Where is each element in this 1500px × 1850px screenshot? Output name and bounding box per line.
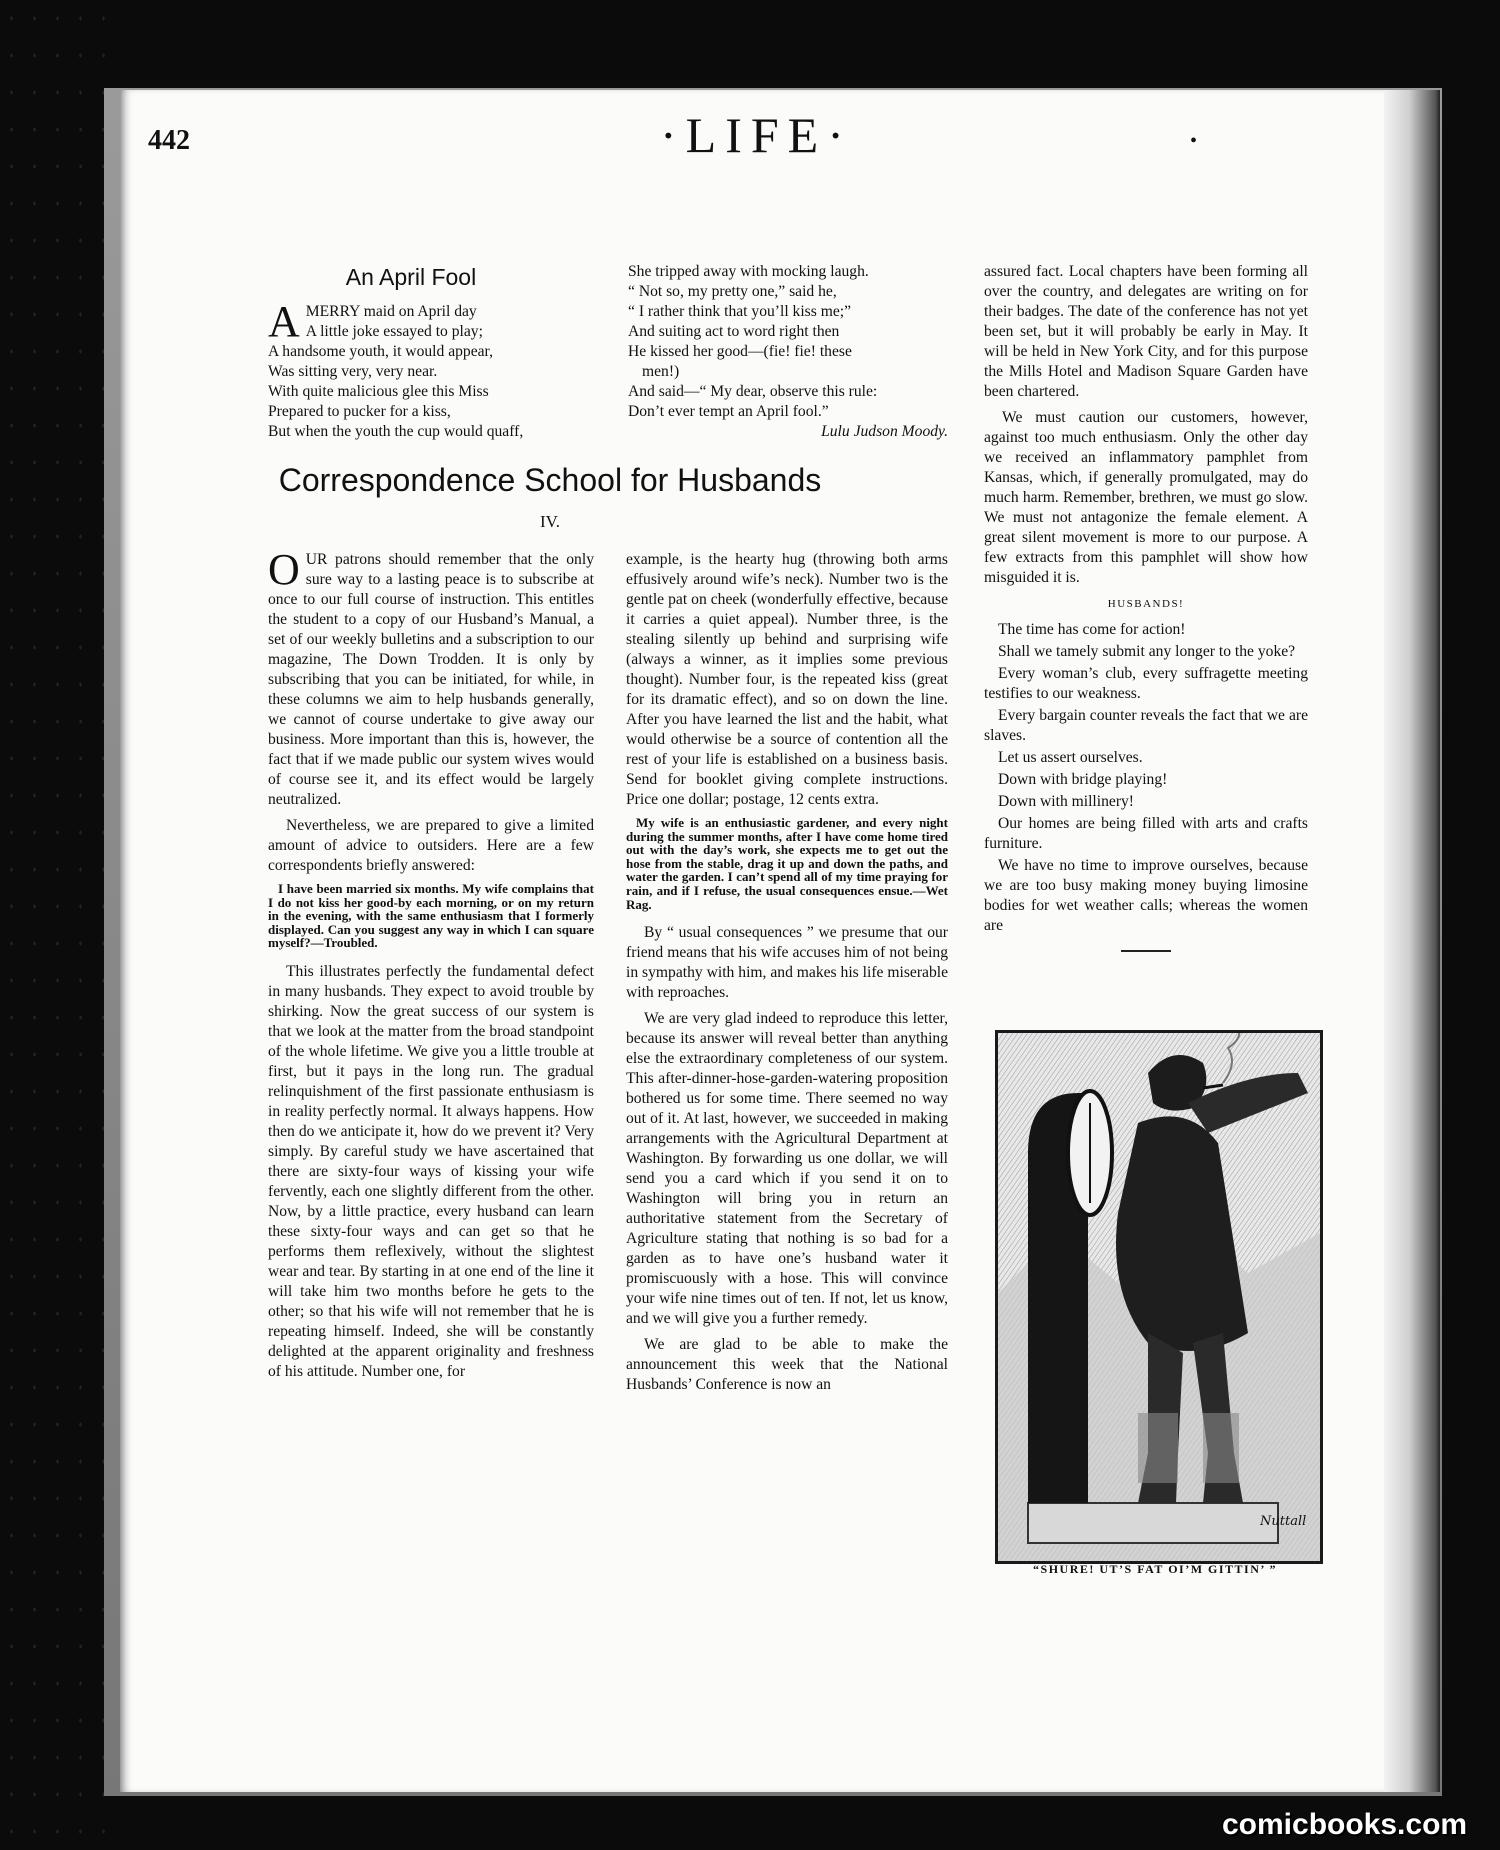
poem-line-3: A handsome youth, it would appear, xyxy=(268,343,494,360)
article-paragraph: We are very glad indeed to reproduce this letter, because its answer will reveal better than anything else the extraordinary completeness of our system. This after-dinner-hose-garden-watering proposition bothered us for some time. There seemed no way out of it. At last, however, we succeeded in making arrangements with the Agricultural Department at Washington. By forwarding us one dollar, we will send you a card which if you send it on to Washington will bring you in return an authoritative statement from the Secretary of Agriculture stating that nothing is so bad for a garden as to have one’s husband water it promiscuously with a hose. This will convince your wife nine times out of ten. If not, let us know, and we will give you a further remedy. xyxy=(626,1010,948,1328)
pamphlet-line: Shall we tamely submit any longer to the yoke? xyxy=(998,643,1296,660)
poem-line-11: And suiting act to word right then xyxy=(628,323,840,340)
watermark: comicbooks.com xyxy=(1222,1808,1468,1841)
article-column-2 xyxy=(626,550,948,1401)
article-title: Correspondence School for Husbands xyxy=(278,462,822,498)
scale-platform xyxy=(1028,1503,1278,1543)
article-column-3 xyxy=(984,262,1308,952)
pamphlet-line: Down with millinery! xyxy=(998,793,1134,810)
masthead: ·LIFE· xyxy=(660,107,853,163)
poem-line-15: Don’t ever tempt an April fool.” xyxy=(628,403,829,420)
cartoon-caption: “SHURE! UT’S FAT OI’M GITTIN’ ” xyxy=(1033,1562,1277,1576)
poem-line-7: But when the youth the cup would quaff, xyxy=(268,423,524,440)
article-paragraph: We are glad to be able to make the announcement this week that the National Husbands’ Conference is now an xyxy=(626,1336,948,1394)
page-number: 442 xyxy=(148,125,190,156)
pamphlet-heading: HUSBANDS! xyxy=(1107,598,1185,610)
article-paragraph: We must caution our customers, however, against too much enthusiasm. Only the other day we received an inflammatory pamphlet from Kansas, which, if generally promulgated, may do much harm. Remember, brethren, we must go slow. We must not antagonize the female element. A great silent movement is more to our purpose. A few extracts from this pamphlet will show how misguided it is. xyxy=(984,409,1308,586)
article-paragraph: OUR patrons should remember that the only sure way to a lasting peace is to subscribe at once to our full course of instruction. This entitles the student to a copy of our Husband’s Manual, a set of our weekly bulletins and a subscription to our magazine, The Down Trodden. It is only by subscribing that you can be initiated, for while, in these columns we aim to help husbands generally, we cannot of course undertake to give away our business. More important than this is, however, the fact that if we made public our system wives would of course see it, and its effect would be largely neutralized. xyxy=(268,545,594,808)
poem-line-1: AMERRY maid on April day xyxy=(268,297,477,346)
poem-title: An April Fool xyxy=(345,264,477,290)
section-rule xyxy=(1121,950,1171,952)
article-paragraph: This illustrates perfectly the fundamental defect in many husbands. They expect to avoid trouble by shirking. Now the great success of our system is that we look at the matter from the broad standpoint of the whole lifetime. We give you a little trouble at first, but it pays in the long run. The gradual relinquishment of the first passionate enthusiasm is in reality perfectly normal. It always happens. How then do we anticipate it, how do we prevent it? Very simply. By careful study we have ascertained that there are sixty-four ways of kissing your wife fervently, each one slightly different from the other. Now, by a little practice, every husband can learn these sixty-four ways and can get so that he performs them reflexively, without the slightest wear and tear. By starting in at one end of the line it will take him two months before he gets to the other; so that his wife will not remember that he is repeating himself. Indeed, she will be constantly delighted at the apparent originality and freshness of his attitude. Number one, for xyxy=(268,962,594,1380)
boot-wraps xyxy=(1138,1413,1178,1483)
cartoon-drawing xyxy=(998,1033,1320,1561)
poem-line-6: Prepared to pucker for a kiss, xyxy=(268,403,451,420)
article-paragraph: assured fact. Local chapters have been forming all over the country, and delegates are writing on for their badges. The date of the conference has not yet been set, but it will probably be early in May. It will be held in New York City, and for this purpose the Mills Hotel and Madison Square Garden have been chartered. xyxy=(984,263,1308,400)
film-frame-border xyxy=(0,0,110,1850)
poem-column-2 xyxy=(628,262,958,442)
artist-signature: Nuttall xyxy=(1260,1514,1307,1529)
poem-line-4: Was sitting very, very near. xyxy=(268,363,438,380)
article-paragraph: Nevertheless, we are prepared to give a limited amount of advice to outsiders. Here are a few correspondents briefly answered: xyxy=(268,817,594,874)
poem-line-9: “ Not so, my pretty one,” said he, xyxy=(628,283,837,300)
book-spine xyxy=(1384,90,1440,1792)
poem-line-14: And said—“ My dear, observe this rule: xyxy=(628,383,878,400)
pamphlet-line: The time has come for action! xyxy=(998,621,1186,638)
cartoon-illustration xyxy=(995,1030,1323,1564)
poem-column-1 xyxy=(268,297,598,442)
article-subtitle: IV. xyxy=(540,512,560,531)
pamphlet-line: Down with bridge playing! xyxy=(998,771,1168,788)
decorative-dot: • xyxy=(1190,130,1198,152)
poem-line-10: “ I rather think that you’ll kiss me;” xyxy=(628,303,852,320)
pamphlet-line: Every bargain counter reveals the fact that we are slaves. xyxy=(984,707,1308,744)
article-column-1 xyxy=(268,545,594,1388)
poem-line-8: She tripped away with mocking laugh. xyxy=(628,263,869,280)
reader-letter: My wife is an enthusiastic gardener, and every night during the summer months, after I have come home tired out with the day’s work, she expects me to get out the hose from the stable, drag it up and down the paths, and water the garden. I can’t spend all of my time praying for rain, and if I refuse, the usual consequences ensue.—Wet Rag. xyxy=(626,815,948,912)
pamphlet-extract xyxy=(984,620,1308,936)
pamphlet-line: We have no time to improve ourselves, because we are too busy making money buying limosine bodies for wet weather calls; whereas the women are xyxy=(984,857,1308,934)
article-dropcap: O xyxy=(268,545,300,594)
poem-dropcap: A xyxy=(268,297,300,346)
poem-line-13: men!) xyxy=(642,363,680,380)
poem-line-5: With quite malicious glee this Miss xyxy=(268,383,489,400)
article-paragraph: By “ usual consequences ” we presume that our friend means that his wife accuses him of not being in sympathy with him, and makes his life miserable with reproaches. xyxy=(626,924,948,1002)
article-paragraph: example, is the hearty hug (throwing both arms effusively around wife’s neck). Number two is the gentle pat on cheek (wonderfully effective, because it carries a quiet appeal). Number three, is the stealing silently up behind and surprising wife (always a winner, as it implies some previous thought). Number four, is the repeated kiss (great for its dramatic effect), and so on down the line. After you have learned the list and the habit, what would otherwise be a source of contention all the rest of your life is established on a business basis. Send for booklet giving complete instructions. Price one dollar; postage, 12 cents extra. xyxy=(626,551,948,808)
pamphlet-line: Our homes are being filled with arts and crafts furniture. xyxy=(984,815,1308,852)
poem-line-2: A little joke essayed to play; xyxy=(305,323,483,340)
poem-author: Lulu Judson Moody. xyxy=(821,423,948,440)
poem-line-12: He kissed her good—(fie! fie! these xyxy=(628,343,852,360)
pamphlet-line: Every woman’s club, every suffragette meeting testifies to our weakness. xyxy=(984,665,1308,702)
reader-letter: I have been married six months. My wife complains that I do not kiss her good-by each morning, or on my return in the evening, with the same enthusiasm that I formerly displayed. Can you suggest any way in which I can square myself?—Troubled. xyxy=(268,881,594,951)
pamphlet-line: Let us assert ourselves. xyxy=(998,749,1143,766)
